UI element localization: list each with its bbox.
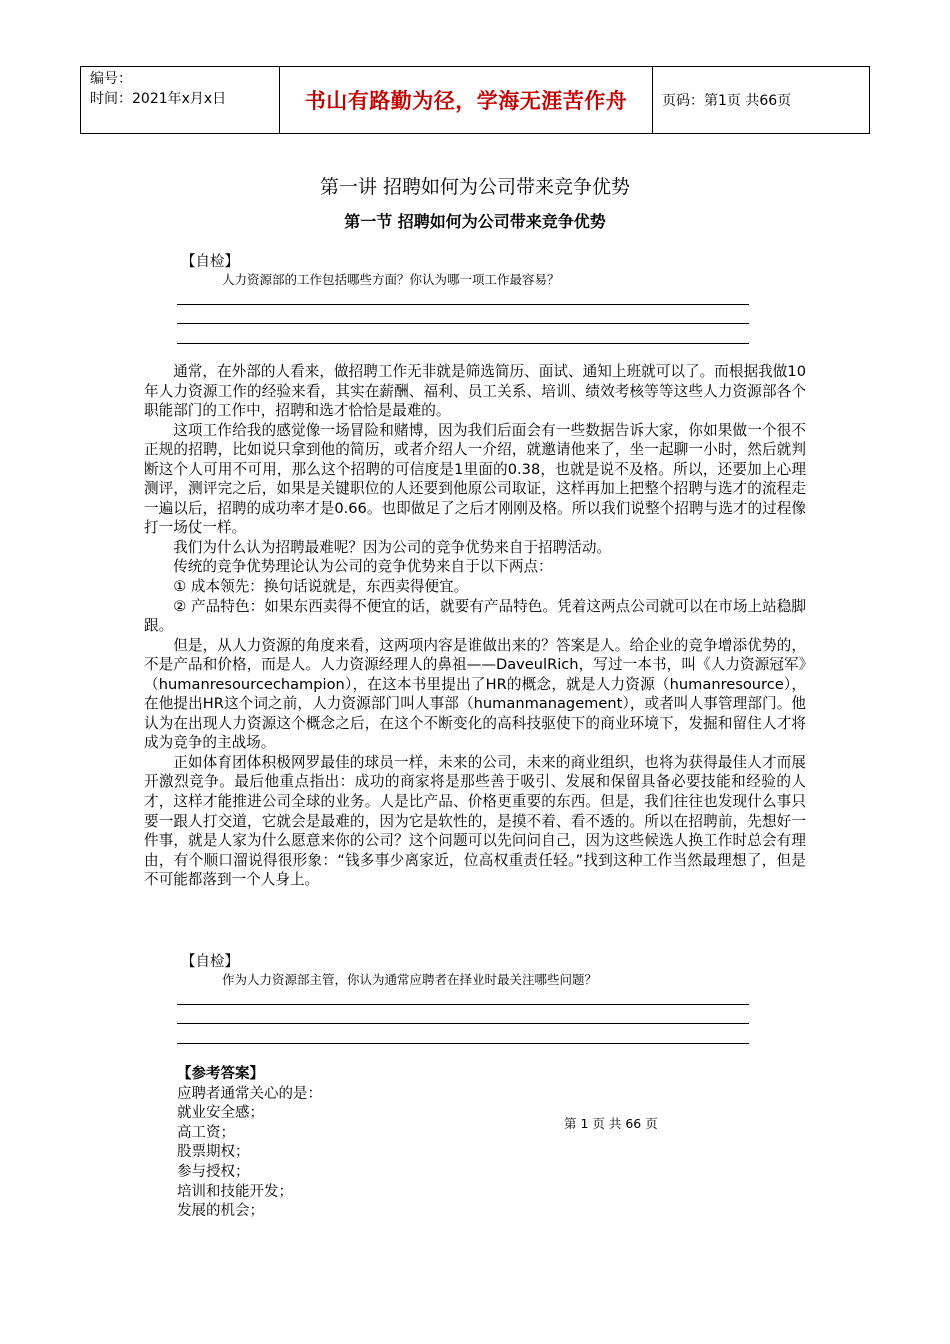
header-table [80, 66, 870, 134]
lecture-title: 第一讲 招聘如何为公司带来竞争优势 [319, 176, 631, 198]
page-label: 页码：第1页 共66页 [662, 93, 792, 109]
header-left-cell [81, 67, 280, 133]
list-item: 参与授权； [177, 1163, 250, 1180]
reference-intro: 应聘者通常关心的是： [177, 1085, 322, 1102]
list-item: 股票期权； [177, 1144, 250, 1161]
paragraph: 通常，在外部的人看来，做招聘工作无非就是筛选简历、面试、通知上班就可以了。而根据我做10年人力资源工作的经验来看，其实在薪酬、福利、员工关系、培训、绩效考核等等这些人力资源部各个职能部门的工作中，招聘和选才恰恰是最难的。 [144, 363, 806, 420]
number-label: 编号： [90, 71, 132, 87]
answer-line [177, 1043, 749, 1044]
answer-line [177, 323, 749, 324]
reference-answer [177, 1065, 322, 1222]
self-check-question-2: 作为人力资源部主管，你认为通常应聘者在择业时最关注哪些问题？ [222, 972, 598, 987]
self-check-question-1: 人力资源部的工作包括哪些方面？你认为哪一项工作最容易？ [222, 272, 560, 287]
paragraph: 这项工作给我的感觉像一场冒险和赌博，因为我们后面会有一些数据告诉大家，你如果做一个很不正规的招聘，比如说只拿到他的简历，或者介绍人一介绍，就邀请他来了，坐一起聊一小时，然后就判断这个人可用不可用，那么这个招聘的可信度是1里面的0.38，也就是说不及格。所以，还要加上心理测评，测评完之后，如果是关键职位的人还要到他原公司取证，这样再加上把整个招聘与选才的流程走一遍以后，招聘的成功率才是0.66。也即做足了之后才刚刚及格。所以我们说整个招聘与选才的过程像打一场仗一样。 [144, 421, 806, 537]
self-check-label-2: 【自检】 [181, 954, 239, 970]
list-item: 培训和技能开发； [177, 1183, 293, 1200]
section-title: 第一节 招聘如何为公司带来竞争优势 [344, 212, 606, 231]
reference-label: 【参考答案】 [177, 1066, 264, 1082]
answer-line [177, 343, 749, 344]
list-item: 就业安全感； [177, 1105, 264, 1122]
time-label: 时间：2021年x月x日 [90, 91, 227, 107]
paragraph: 但是，从人力资源的角度来看，这两项内容是谁做出来的？答案是人。给企业的竞争增添优势的，不是产品和价格，而是人。人力资源经理人的鼻祖——DaveulRich，写过一本书，叫《人力资源冠军》（humanresourcechampion），在这本书里提出了HR的概念，就是人力资源（humanresource），在他提出HR这个词之前，人力资源部门叫人事部（humanmanagement），或者叫人事管理部门。他认为在出现人力资源这个概念之后，在这个不断变化的高科技驱使下的商业环境下，发掘和留住人才将成为竞争的主战场。 [144, 636, 806, 752]
self-check-label-1: 【自检】 [181, 254, 239, 270]
answer-line [177, 1023, 749, 1024]
paragraph: ② 产品特色：如果东西卖得不便宜的话，就要有产品特色。凭着这两点公司就可以在市场上站稳脚跟。 [144, 597, 806, 635]
answer-line [177, 304, 749, 305]
paragraph: 正如体育团体积极网罗最佳的球员一样，未来的公司，未来的商业组织，也将为获得最佳人才而展开激烈竞争。最后他重点指出：成功的商家将是那些善于吸引、发展和保留具备必要技能和经验的人才，这样才能推进公司全球的业务。人是比产品、价格更重要的东西。但是，我们往往也发现什么事只要一跟人打交道，它就会是最难的，因为它是软性的，是摸不着、看不透的。所以在招聘前，先想好一件事，就是人家为什么愿意来你的公司？这个问题可以先问问自己，因为这些候选人换工作时总会有理由，有个顺口溜说得很形象：“钱多事少离家近，位高权重责任轻。”找到这种工作当然最理想了，但是不可能都落到一个人身上。 [144, 753, 806, 889]
answer-line [177, 1004, 749, 1005]
list-item: 发展的机会； [177, 1203, 264, 1220]
motto: 书山有路勤为径，学海无涯苦作舟 [280, 67, 653, 133]
list-item: 高工资； [177, 1124, 235, 1141]
page-footer: 第 1 页 共 66 页 [564, 1116, 658, 1131]
paragraph: ① 成本领先：换句话说就是，东西卖得便宜。 [173, 578, 469, 596]
paragraph: 我们为什么认为招聘最难呢？因为公司的竞争优势来自于招聘活动。 [173, 538, 612, 556]
paragraph: 传统的竞争优势理论认为公司的竞争优势来自于以下两点： [173, 558, 553, 576]
body-text [144, 362, 806, 890]
